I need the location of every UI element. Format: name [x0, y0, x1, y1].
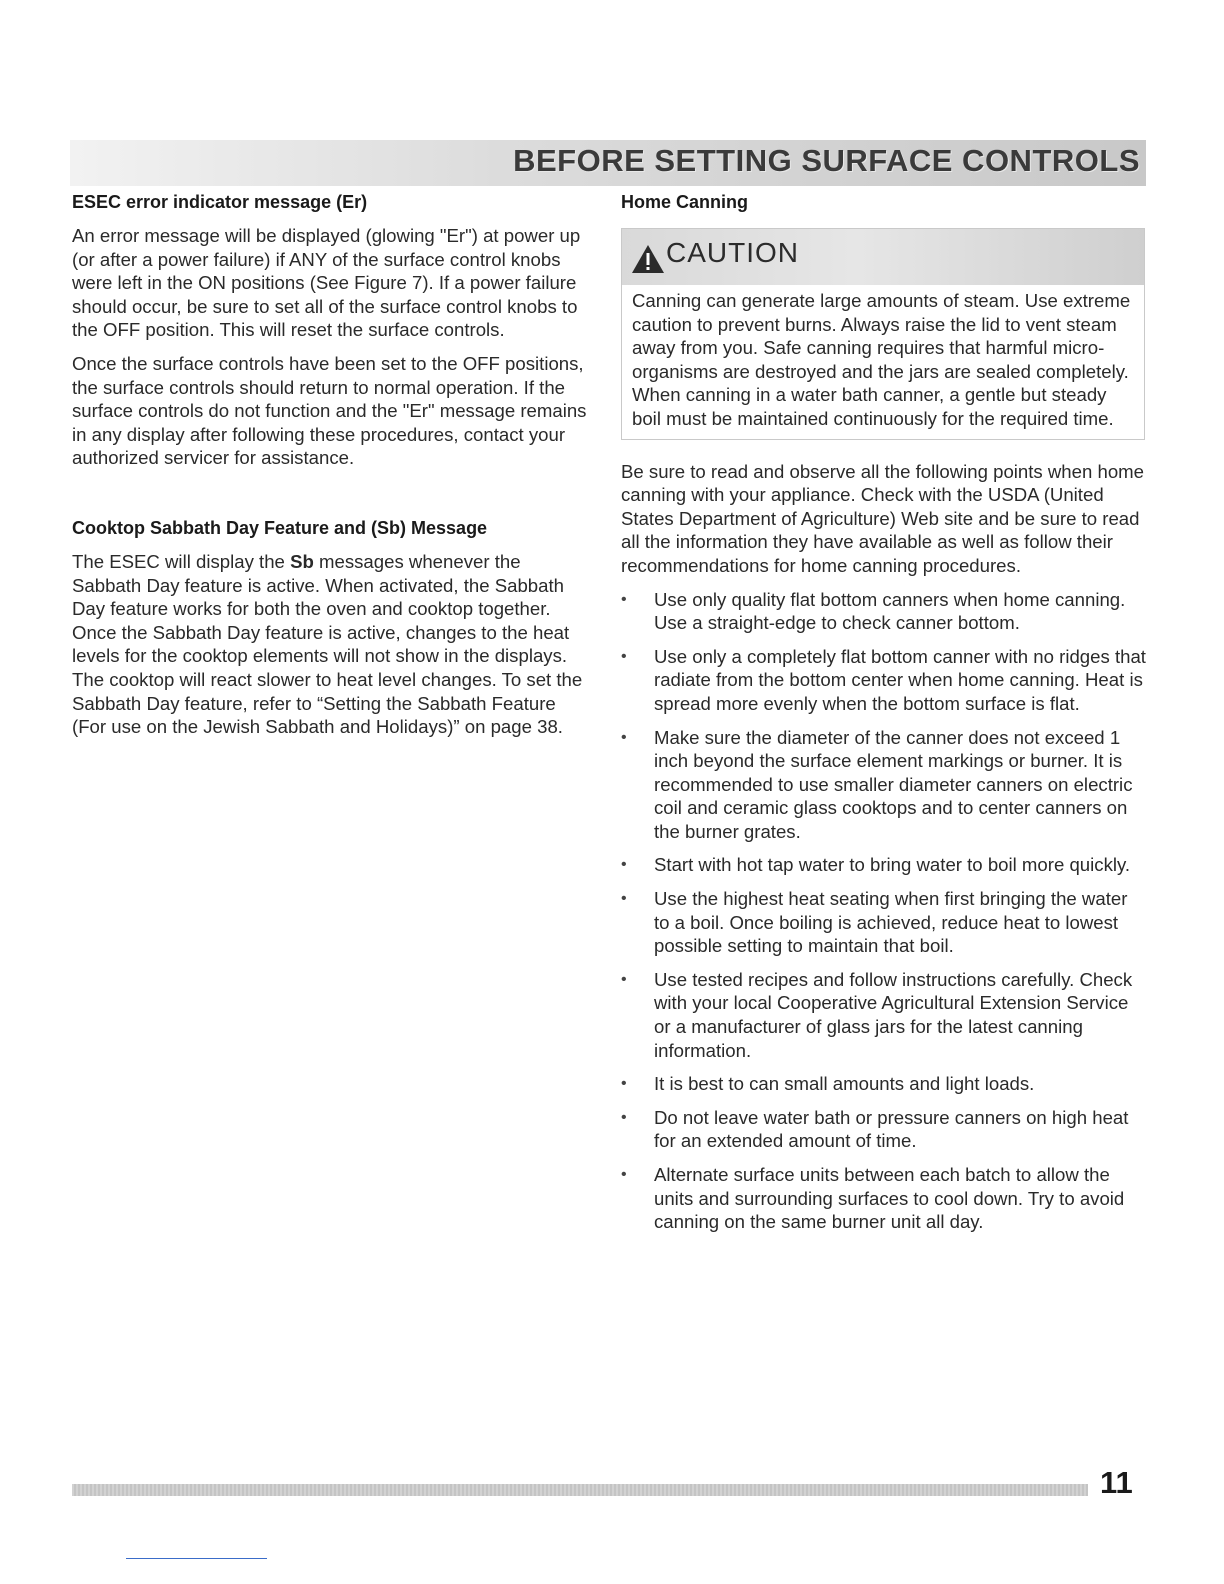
list-item: • Start with hot tap water to bring water to boil more quickly. — [621, 853, 1146, 877]
caution-header — [622, 229, 1144, 285]
link-underline — [126, 1558, 267, 1559]
sabbath-text-post: messages whenever the Sabbath Day feature is active. When activated, the Sabbath Day feature works for both the oven and cooktop together. Once the Sabbath Day feature is active, changes to the heat levels for the cooktop elements will not show in the displays. The cooktop will react slower to heat level changes. To set the Sabbath Day feature, refer to “Setting the Sabbath Feature (For use on the Jewish Sabbath and Holidays)” on page 38. — [72, 550, 583, 738]
canning-heading: Home Canning — [621, 192, 749, 212]
esec-paragraph-1: An error message will be displayed (glowing "Er") at power up (or after a power failure) if ANY of the surface control knobs were left in the ON positions (See Figure 7). If a power failure should occur, be sure to set all of the surface control knobs to the OFF position. This will reset the surface controls. — [72, 225, 581, 341]
caution-text: Canning can generate large amounts of steam. Use extreme caution to prevent burns. Always raise the lid to vent steam away from you. Safe canning requires that harmful micro-organisms are destroyed and the jars are sealed completely. When canning in a water bath canner, a gentle but steady boil must be maintained continuously for the required time. — [632, 290, 1131, 429]
section-banner — [70, 140, 1146, 186]
right-column — [621, 190, 1146, 1244]
canning-bullet-list — [621, 588, 1146, 1234]
esec-heading: ESEC error indicator message (Er) — [72, 192, 368, 212]
list-item: • Use the highest heat seating when first bringing the water to a boil. Once boiling is achieved, reduce heat to lowest possible setting to maintain that boil. — [621, 887, 1146, 958]
list-item: • Make sure the diameter of the canner does not exceed 1 inch beyond the surface element markings or burner. It is recommended to use smaller diameter canners on electric coil and ceramic glass cooktops and to center canners on the burner grates. — [621, 726, 1146, 844]
sabbath-text-bold: Sb — [290, 550, 314, 572]
list-item: • It is best to can small amounts and light loads. — [621, 1072, 1146, 1096]
canning-intro: Be sure to read and observe all the following points when home canning with your appliance. Check with the USDA (United States Department of Agriculture) Web site and be sure to read all the information they have available as well as follow their recommendations for home canning procedures. — [621, 460, 1145, 576]
list-item: • Use only a completely flat bottom canner with no ridges that radiate from the bottom center when home canning. Heat is spread more evenly when the bottom surface is flat. — [621, 645, 1146, 716]
sabbath-text-pre: The ESEC will display the — [72, 550, 291, 572]
left-column — [72, 190, 592, 749]
sabbath-heading: Cooktop Sabbath Day Feature and (Sb) Message — [72, 517, 488, 538]
page-number: 11 — [1100, 1465, 1133, 1500]
caution-box — [621, 228, 1145, 440]
page-title: BEFORE SETTING SURFACE CONTROLS — [513, 143, 1140, 178]
list-item: • Alternate surface units between each batch to allow the units and surrounding surfaces to cool down. Try to avoid canning on the same burner unit all day. — [621, 1163, 1146, 1234]
list-item: • Do not leave water bath or pressure canners on high heat for an extended amount of time. — [621, 1106, 1146, 1153]
list-item: • Use only quality flat bottom canners when home canning. Use a straight-edge to check canner bottom. — [621, 588, 1146, 635]
list-item: • Use tested recipes and follow instructions carefully. Check with your local Cooperative Agricultural Extension Service or a manufacturer of glass jars for the latest canning information. — [621, 968, 1146, 1062]
warning-triangle-icon — [631, 244, 665, 274]
sabbath-paragraph — [72, 550, 592, 739]
footer-bar — [72, 1484, 1088, 1496]
esec-paragraph-2: Once the surface controls have been set to the OFF positions, the surface controls should return to normal operation. If the surface controls do not function and the "Er" message remains in any display after following these procedures, contact your authorized servicer for assistance. — [72, 352, 587, 469]
caution-label: CAUTION — [666, 237, 799, 268]
